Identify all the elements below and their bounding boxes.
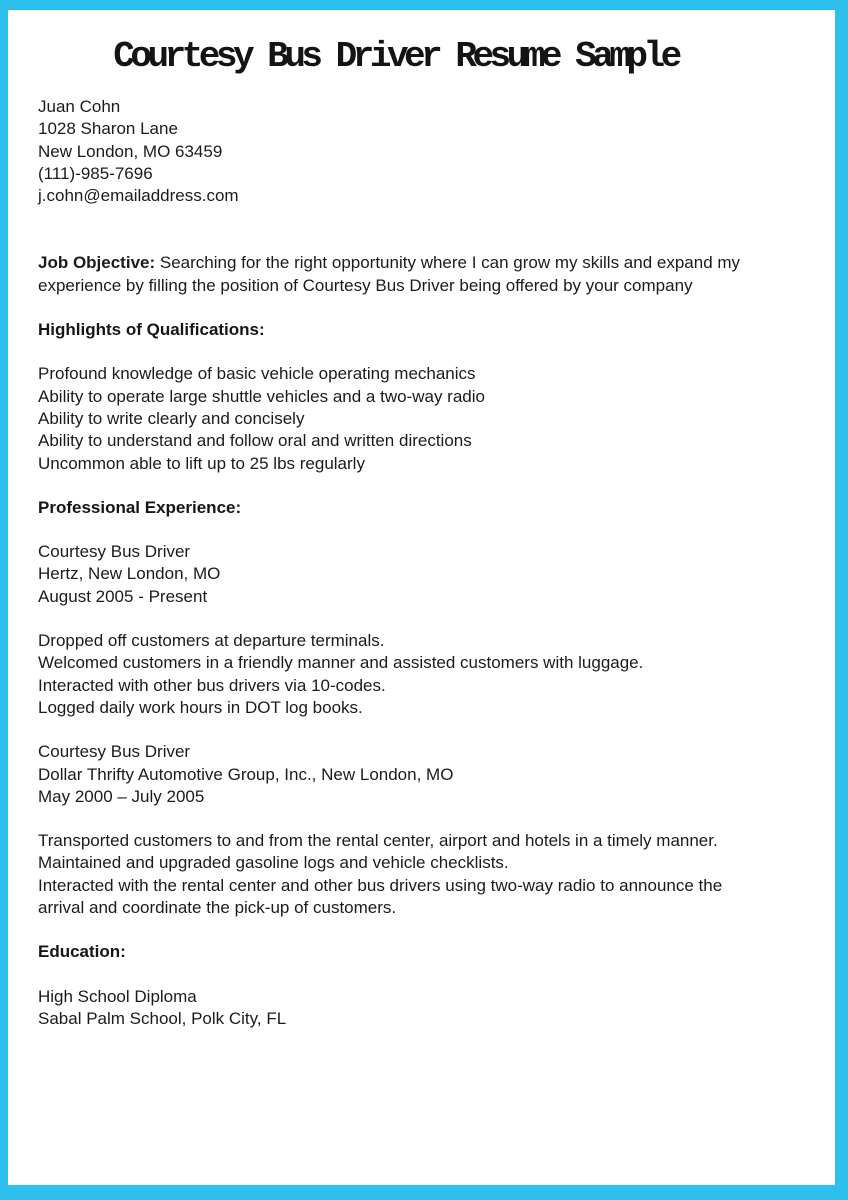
qualification-item: Profound knowledge of basic vehicle operating mechanics [38, 364, 476, 384]
job-duty: Transported customers to and from the rental center, airport and hotels in a timely manner. [38, 831, 718, 851]
qualifications-heading-block [38, 319, 753, 341]
job-title: Courtesy Bus Driver [38, 742, 191, 762]
job-duty: Dropped off customers at departure terminals. [38, 631, 385, 651]
job-company: Hertz, New London, MO [38, 564, 221, 584]
contact-name: Juan Cohn [38, 97, 121, 116]
objective-label: Job Objective: [38, 253, 156, 273]
job-duty: Logged daily work hours in DOT log books. [38, 697, 363, 717]
job-header [38, 541, 753, 608]
experience-heading: Professional Experience: [38, 497, 242, 517]
qualification-item: Ability to understand and follow oral and written directions [38, 431, 472, 451]
job-duties [38, 830, 753, 919]
qualification-item: Uncommon able to lift up to 25 lbs regularly [38, 453, 365, 473]
education-item: High School Diploma [38, 986, 197, 1006]
qualifications-list [38, 363, 753, 474]
education-heading-block [38, 941, 753, 963]
education-heading: Education: [38, 942, 126, 962]
job-duty: Interacted with the rental center and other bus drivers using two-way radio to announce the arrival and coordinate the pick-up of customers. [38, 875, 723, 918]
job-title: Courtesy Bus Driver [38, 542, 191, 562]
education-list [38, 986, 753, 1031]
job-company: Dollar Thrifty Automotive Group, Inc., New London, MO [38, 764, 454, 784]
job-dates: May 2000 – July 2005 [38, 786, 205, 806]
qualification-item: Ability to operate large shuttle vehicles and a two-way radio [38, 386, 485, 406]
objective-paragraph [38, 252, 753, 297]
job-duty: Interacted with other bus drivers via 10-codes. [38, 675, 386, 695]
experience-heading-block [38, 497, 753, 519]
job-duty: Welcomed customers in a friendly manner and assisted customers with luggage. [38, 653, 644, 673]
job-dates: August 2005 - Present [38, 586, 208, 606]
contact-street: 1028 Sharon Lane [38, 119, 178, 139]
qualification-item: Ability to write clearly and concisely [38, 408, 305, 428]
objective-text: Searching for the right opportunity where I can grow my skills and expand my experience by filling the position of Courtesy Bus Driver being offered by your company [38, 253, 741, 295]
contact-block [38, 96, 753, 207]
contact-email: j.cohn@emailaddress.com [38, 186, 239, 206]
job-duties [38, 630, 753, 719]
job-header [38, 741, 753, 808]
resume-title: Courtesy Bus Driver Resume Sample [113, 36, 678, 77]
education-item: Sabal Palm School, Polk City, FL [38, 1008, 287, 1028]
resume-document [8, 37, 835, 1200]
contact-city: New London, MO 63459 [38, 141, 223, 161]
contact-phone: (111)-985-7696 [38, 163, 153, 183]
job-duty: Maintained and upgraded gasoline logs and vehicle checklists. [38, 853, 509, 873]
qualifications-heading: Highlights of Qualifications: [38, 320, 265, 340]
